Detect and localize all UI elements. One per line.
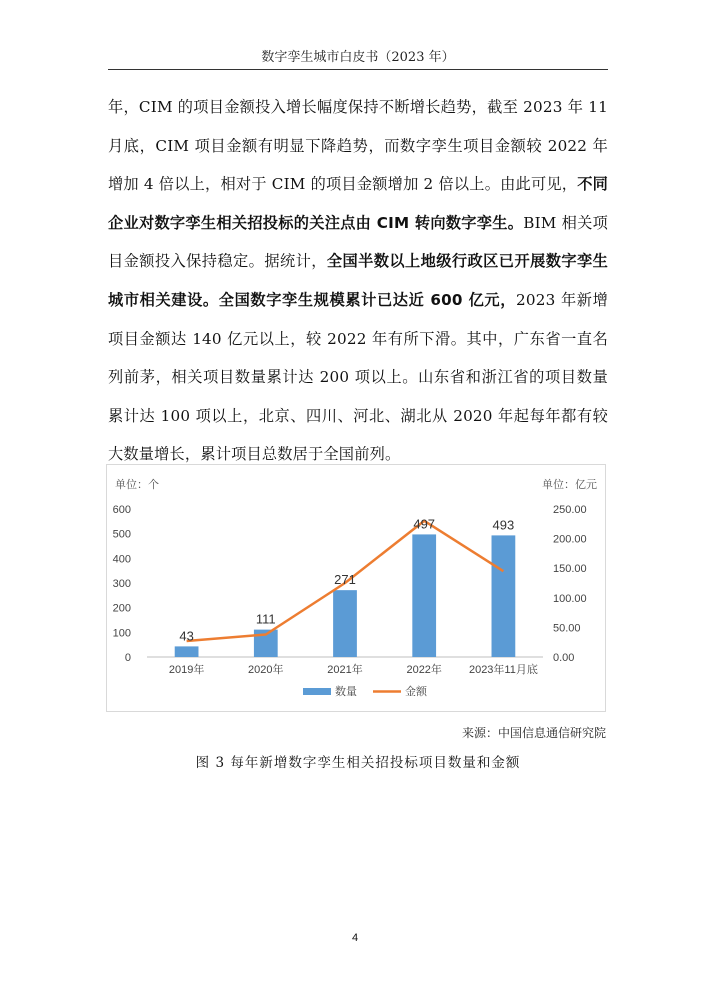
left-tick-label: 0	[124, 652, 131, 664]
paragraph	[108, 88, 608, 474]
figure-caption: 图 3 每年新增数字孪生相关招投标项目数量和金额	[195, 755, 521, 771]
data-label: 497	[413, 516, 436, 532]
x-tick-label: 2021年	[327, 664, 363, 676]
bold-run: 不同企业对数字孪生相关招投标的关注点由 CIM 转向数字孪生。	[108, 175, 608, 232]
right-tick-label: 200.00	[553, 533, 587, 546]
left-tick-label: 100	[112, 627, 131, 640]
legend-label: 数量	[335, 686, 357, 698]
left-axis-unit: 单位：个	[115, 479, 159, 491]
text-run: 2023 年新增项目金额达 140 亿元以上，较 2022 年有所下滑。其中，广东省一直名列前茅，相关项目数量累计达 200 项以上。山东省和浙江省的项目数量累计达 100 项以上，北京、四川、河北、湖北从 2020 年起每年都有较大数量增长，累计项目总数居于全国前列。	[108, 290, 608, 464]
left-tick-label: 600	[112, 504, 131, 516]
bar	[412, 534, 436, 657]
source-note: 来源：中国信息通信研究院	[461, 726, 606, 740]
running-header: 数字孪生城市白皮书（2023 年）	[261, 50, 455, 65]
bar	[333, 590, 357, 657]
right-tick-label: 250.00	[553, 504, 587, 516]
data-label: 43	[179, 628, 194, 644]
legend-label: 金额	[405, 686, 427, 698]
text-run: 年，CIM 的项目金额投入增长幅度保持不断增长趋势，截至 2023 年 11 月底，CIM 项目金额有明显下降趋势，而数字孪生项目金额较 2022 年增加 4 倍以上，相对于 CIM 的项目金额增加 2 倍以上。由此可见，	[108, 98, 608, 194]
bold-run: 全国半数以上地级行政区已开展数字孪生城市相关建设。全国数字孪生规模累计已达近 600 亿元，	[108, 252, 608, 309]
left-tick-label: 300	[112, 578, 131, 590]
bar	[175, 646, 199, 657]
x-tick-label: 2022年	[406, 664, 442, 676]
legend-swatch-bar	[303, 688, 331, 695]
header-rule	[108, 69, 608, 70]
right-tick-label: 150.00	[553, 563, 587, 576]
right-tick-label: 50.00	[553, 622, 581, 635]
data-label: 493	[492, 517, 515, 533]
left-tick-label: 400	[112, 553, 131, 566]
right-tick-label: 0.00	[553, 652, 575, 664]
chart-svg	[107, 465, 605, 711]
chart	[106, 464, 606, 712]
x-tick-label: 2020年	[248, 664, 284, 676]
data-label: 111	[255, 611, 276, 627]
page-number: 4	[351, 932, 359, 944]
text-run: BIM 相关项目金额投入保持稳定。据统计，	[108, 213, 608, 271]
left-tick-label: 500	[112, 528, 131, 541]
body-text	[108, 88, 608, 474]
x-tick-label: 2019年	[168, 664, 205, 676]
x-tick-label: 2023年11月底	[468, 664, 538, 676]
right-axis-unit: 单位：亿元	[542, 479, 597, 491]
bar	[492, 535, 516, 657]
left-tick-label: 200	[112, 602, 131, 615]
data-label: 271	[334, 572, 356, 588]
right-tick-label: 100.00	[553, 592, 587, 605]
